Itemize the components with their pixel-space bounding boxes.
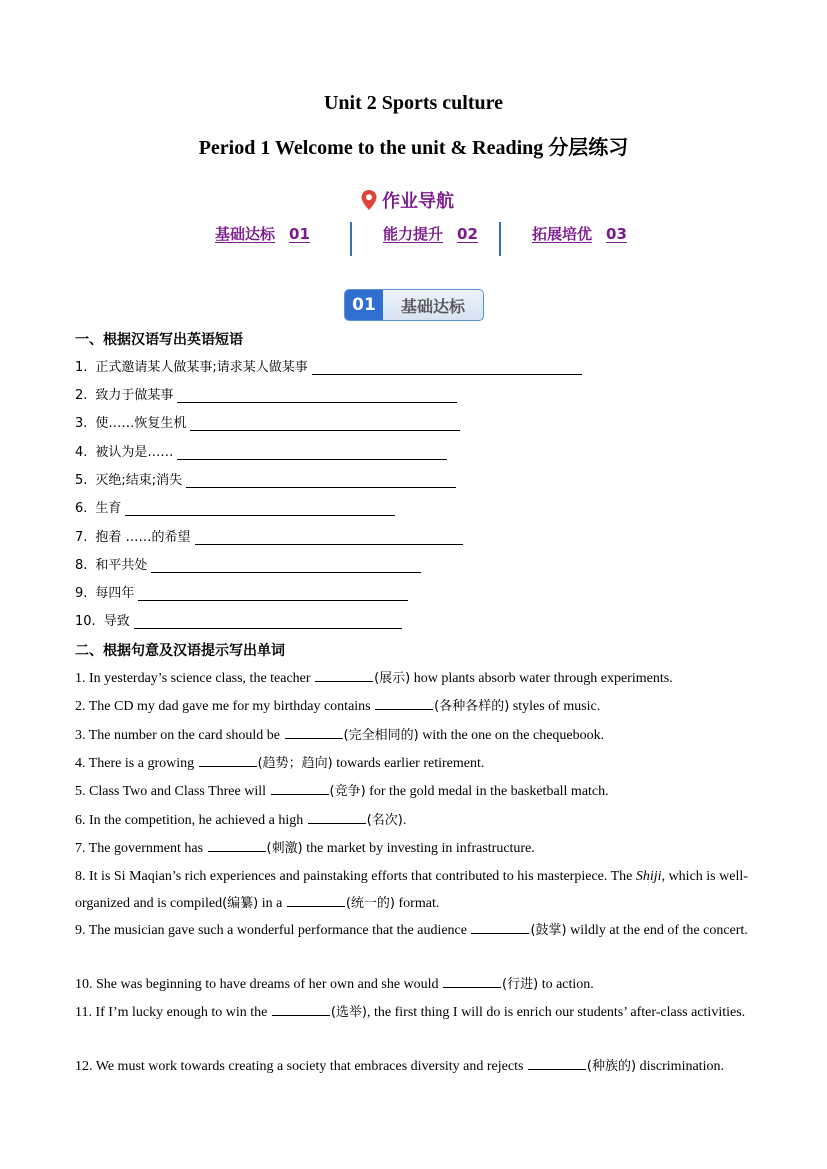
list-item: 2. 致力于做某事 — [75, 384, 457, 403]
answer-blank[interactable] — [125, 501, 395, 516]
sentence-item: 2. The CD my dad gave me for my birthday contains (各种各样的) styles of music. — [75, 693, 755, 720]
nav-link-improve[interactable]: 能力提升 02 — [383, 225, 478, 243]
answer-blank[interactable] — [134, 614, 402, 629]
sentence-item: 1. In yesterday’s science class, the teacher (展示) how plants absorb water through experiments. — [75, 665, 755, 692]
sentence-item: 9. The musician gave such a wonderful performance that the audience (鼓掌) wildly at the end of the concert. — [75, 917, 755, 944]
section-badge-number: 01 — [345, 290, 383, 320]
list-item: 5. 灭绝;结束;消失 — [75, 469, 456, 488]
sentence-item: 7. The government has (刺激) the market by investing in infrastructure. — [75, 835, 755, 862]
answer-blank[interactable] — [287, 893, 345, 907]
answer-blank[interactable] — [138, 586, 408, 601]
location-pin-icon — [360, 189, 378, 211]
sentence-item: 6. In the competition, he achieved a high (名次). — [75, 807, 755, 834]
page-title: Unit 2 Sports culture — [323, 92, 504, 114]
answer-blank[interactable] — [186, 473, 456, 488]
answer-blank[interactable] — [471, 920, 529, 934]
sentence-item: 3. The number on the card should be (完全相同的) with the one on the chequebook. — [75, 722, 755, 749]
nav-heading-label: 作业导航 — [382, 191, 454, 212]
answer-blank[interactable] — [375, 696, 433, 710]
sentence-item: 10. She was beginning to have dreams of her own and she would (行进) to action. — [75, 971, 755, 998]
answer-blank[interactable] — [285, 725, 343, 739]
nav-separator — [499, 222, 501, 256]
list-item: 8. 和平共处 — [75, 554, 421, 573]
answer-blank[interactable] — [315, 668, 373, 682]
list-item: 9. 每四年 — [75, 582, 408, 601]
answer-blank[interactable] — [177, 445, 447, 460]
sentence-item: 8. It is Si Maqian’s rich experiences and painstaking efforts that contributed to his masterpiece. The Shiji, which is well-organized and is compiled(编纂) in a (统一的) format. — [75, 869, 748, 911]
list-item: 6. 生育 — [75, 497, 395, 516]
sentence-item: 12. We must work towards creating a society that embraces diversity and rejects (种族的) discrimination. — [75, 1053, 755, 1080]
sentence-item: 5. Class Two and Class Three will (竞争) for the gold medal in the basketball match. — [75, 778, 755, 805]
part1-heading: 一、根据汉语写出英语短语 — [75, 332, 243, 348]
answer-blank[interactable] — [312, 360, 582, 375]
nav-link-basic[interactable]: 基础达标 01 — [215, 225, 310, 243]
answer-blank[interactable] — [272, 1002, 330, 1016]
answer-blank[interactable] — [177, 388, 457, 403]
answer-blank[interactable] — [151, 558, 421, 573]
nav-separator — [350, 222, 352, 256]
answer-blank[interactable] — [199, 753, 257, 767]
answer-blank[interactable] — [271, 781, 329, 795]
answer-blank[interactable] — [308, 810, 366, 824]
section-badge — [344, 289, 484, 321]
list-item: 1. 正式邀请某人做某事;请求某人做某事 — [75, 356, 582, 375]
sentence-item: 11. If I’m lucky enough to win the (选举), the first thing I will do is enrich our students’ after-class activities. — [75, 999, 755, 1026]
answer-blank[interactable] — [195, 530, 463, 545]
list-item: 3. 使……恢复生机 — [75, 412, 460, 431]
answer-blank[interactable] — [528, 1056, 586, 1070]
list-item: 10. 导致 — [75, 610, 402, 629]
homework-nav-heading — [360, 186, 470, 214]
part2-heading: 二、根据句意及汉语提示写出单词 — [75, 643, 285, 659]
list-item: 7. 抱着 ……的希望 — [75, 526, 463, 545]
answer-blank[interactable] — [443, 974, 501, 988]
answer-blank[interactable] — [190, 416, 460, 431]
nav-link-extend[interactable]: 拓展培优 03 — [532, 225, 627, 243]
section-badge-label: 基础达标 — [400, 296, 465, 316]
page-subtitle: Period 1 Welcome to the unit & Reading 分层练习 — [198, 137, 629, 159]
list-item: 4. 被认为是…… — [75, 441, 447, 460]
answer-blank[interactable] — [208, 838, 266, 852]
sentence-item: 4. There is a growing (趋势；趋向) towards earlier retirement. — [75, 750, 755, 777]
